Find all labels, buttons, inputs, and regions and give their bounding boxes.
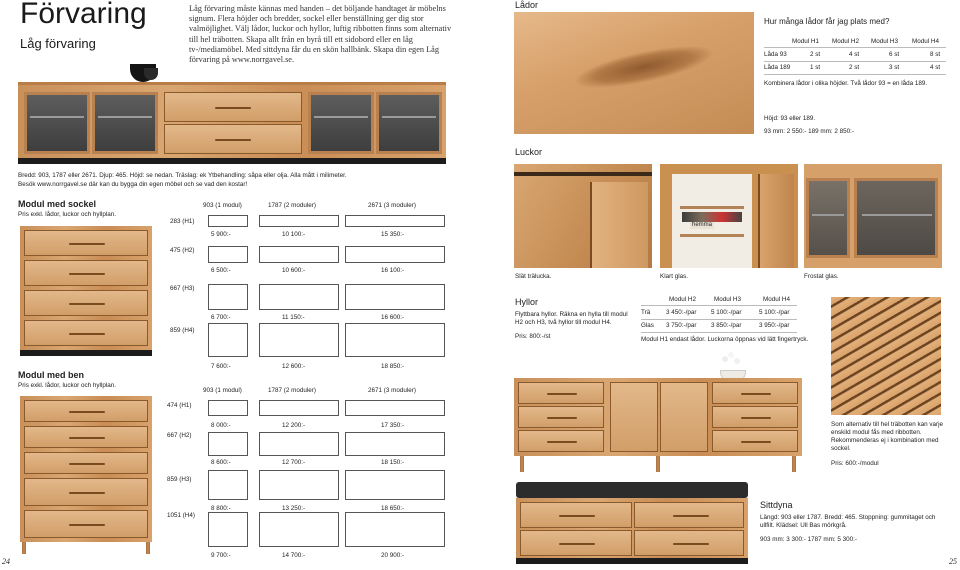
price: 11 150:- (282, 314, 305, 321)
sockel-title: Modul med sockel (18, 199, 97, 209)
price: 8 000:- (211, 422, 231, 429)
lador-value: 8 st (930, 51, 941, 58)
price: 5 900:- (211, 231, 231, 238)
module-diagram (259, 246, 339, 263)
hyllor-desc: Flyttbara hyllor. Räkna en hylla till modul H2 och H3, två hyllor till modul H4. (515, 311, 628, 326)
hyllor-col-3: Modul H4 (763, 296, 790, 303)
price: 12 600:- (282, 363, 306, 370)
hyllor-value: 5 100:-/par (711, 309, 742, 316)
ribbotten-photo (831, 297, 941, 415)
ben-row-height: 859 (H3) (167, 476, 192, 483)
lador-question: Hur många lådor får jag plats med? (764, 17, 890, 26)
hyllor-title: Hyllor (515, 297, 539, 307)
luckor-caption: Klart glas. (660, 273, 688, 280)
intro-text: Låg förvaring måste kännas med handen – det böljande handtaget är möbelns signum. Flera höjder och bredder, sockel eller benställning ger dig stor valmöjlighet. Välj lådor, luckor och hyllor, luftig ribbotten finns som alternativ till hel träbotten. Skapa allt från en byrå till ett sidobord eller en låg tv-/mediamöbel. Med sittdyna får du en skön hallbänk. Skapa din egen Låg förvaring på www.norrgavel.se. (189, 4, 452, 65)
lador-value: 4 st (849, 51, 860, 58)
sockel-col-2: 1787 (2 moduler) (268, 202, 316, 209)
hyllor-row-label: Glas (641, 322, 654, 329)
sockel-subtitle: Pris exkl. lådor, luckor och hyllplan. (18, 211, 116, 218)
page-number-left: 24 (2, 557, 10, 566)
page-subtitle: Låg förvaring (20, 36, 96, 51)
ben-row-height: 1051 (H4) (167, 512, 196, 519)
lador-col-1: Modul H1 (792, 38, 819, 45)
hyllor-row-label: Trä (641, 309, 651, 316)
book-label: hemma (692, 222, 713, 228)
price: 13 250:- (282, 505, 306, 512)
drawer-closeup-photo (514, 12, 754, 134)
price: 10 600:- (282, 267, 306, 274)
price: 16 600:- (381, 314, 405, 321)
hyllor-value: 3 950:-/par (759, 322, 790, 329)
module-diagram (345, 432, 445, 456)
ribbotten-price: Pris: 600:-/modul (831, 460, 879, 467)
price: 15 350:- (381, 231, 405, 238)
price: 18 650:- (381, 505, 405, 512)
module-diagram (208, 432, 248, 456)
sockel-col-3: 2671 (3 moduler) (368, 202, 416, 209)
hyllor-value: 3 750:-/par (666, 322, 697, 329)
price: 16 100:- (381, 267, 405, 274)
module-diagram (259, 400, 339, 416)
ribbotten-desc: Som alternativ till hel träbotten kan varje enskild modul fås med ribbotten. Rekommenderas ej i kombination med sockel. (831, 421, 944, 452)
lador-value: 6 st (889, 51, 900, 58)
lador-value: 2 st (810, 51, 821, 58)
price: 17 350:- (381, 422, 405, 429)
ben-subtitle: Pris exkl. lådor, luckor och hyllplan. (18, 382, 116, 389)
price: 9 700:- (211, 552, 231, 559)
module-diagram (345, 512, 445, 547)
ben-cabinet-photo (20, 396, 152, 554)
module-diagram (259, 284, 339, 310)
ben-col-1: 903 (1 modul) (203, 387, 242, 394)
hyllor-col-2: Modul H3 (714, 296, 741, 303)
module-diagram (208, 470, 248, 500)
ben-sideboard-photo (514, 378, 802, 472)
ben-row-height: 667 (H2) (167, 432, 192, 439)
ben-col-3: 2671 (3 moduler) (368, 387, 416, 394)
sockel-row-height: 283 (H1) (170, 218, 195, 225)
lador-row-label: Låda 189 (764, 64, 791, 71)
price: 6 700:- (211, 314, 231, 321)
price: 10 100:- (282, 231, 306, 238)
lador-row-label: Låda 93 (764, 51, 787, 58)
dimensions-text: Bredd: 903, 1787 eller 2671. Djup: 465. Höjd: se nedan. Träslag: ek Ytbehandling: såpa eller olja. Alla mått i milimeter. (18, 172, 347, 179)
sittdyna-desc: Längd: 903 eller 1787. Bredd: 465. Stoppning: gummitaget och ullfilt. Klädsel: Ull Bas mörkgrå. (760, 514, 936, 529)
module-diagram (259, 512, 339, 547)
lador-price: 93 mm: 2 550:- 189 mm: 2 850:- (764, 128, 854, 135)
hyllor-value: 3 850:-/par (711, 322, 742, 329)
lador-combine: Kombinera lådor i olika höjder. Två lådor 93 = en låda 189. (764, 80, 928, 87)
module-diagram (345, 246, 445, 263)
door-wood-photo (514, 164, 652, 268)
price: 18 150:- (381, 459, 405, 466)
sockel-cabinet-photo (20, 226, 152, 356)
door-clear-glass-photo (660, 164, 798, 268)
lador-col-3: Modul H3 (871, 38, 898, 45)
price: 8 600:- (211, 459, 231, 466)
module-diagram (345, 215, 445, 227)
ben-col-2: 1787 (2 moduler) (268, 387, 316, 394)
module-diagram (208, 284, 248, 310)
module-diagram (259, 215, 339, 227)
page-number-right: 25 (949, 557, 957, 566)
module-diagram (208, 246, 248, 263)
visit-text: Besök www.norrgavel.se där kan du bygga din egen möbel och se vad den kostar! (18, 181, 248, 188)
price: 8 800:- (211, 505, 231, 512)
module-diagram (345, 284, 445, 310)
lador-value: 1 st (810, 64, 821, 71)
lador-value: 3 st (889, 64, 900, 71)
sittdyna-price: 903 mm: 3 300:- 1787 mm: 5 300:- (760, 536, 857, 543)
module-diagram (208, 400, 248, 416)
door-frosted-glass-photo (804, 164, 942, 268)
sittdyna-bench-photo (514, 482, 750, 566)
sockel-col-1: 903 (1 modul) (203, 202, 242, 209)
price: 7 600:- (211, 363, 231, 370)
module-diagram (208, 215, 248, 227)
luckor-title: Luckor (515, 147, 543, 157)
lador-col-2: Modul H2 (832, 38, 859, 45)
lador-height: Höjd: 93 eller 189. (764, 115, 816, 122)
module-diagram (208, 323, 248, 357)
sockel-row-height: 667 (H3) (170, 285, 195, 292)
price: 14 700:- (282, 552, 306, 559)
sideboard-photo (18, 80, 446, 164)
price: 18 850:- (381, 363, 405, 370)
hyllor-note: Modul H1 endast lådor. Luckorna öppnas vid lätt fingertryck. (641, 336, 809, 343)
vase-photo (716, 348, 750, 382)
lador-value: 4 st (930, 64, 941, 71)
ben-title: Modul med ben (18, 370, 84, 380)
module-diagram (345, 470, 445, 500)
hyllor-value: 3 450:-/par (666, 309, 697, 316)
sockel-row-height: 475 (H2) (170, 247, 195, 254)
module-diagram (208, 512, 248, 547)
price: 20 900:- (381, 552, 405, 559)
module-diagram (259, 432, 339, 456)
module-diagram (259, 470, 339, 500)
price: 6 500:- (211, 267, 231, 274)
ben-row-height: 474 (H1) (167, 402, 192, 409)
module-diagram (345, 400, 445, 416)
hyllor-price: Pris: 800:-/st (515, 333, 551, 340)
module-diagram (345, 323, 445, 357)
price: 12 700:- (282, 459, 306, 466)
lador-title: Lådor (515, 0, 539, 10)
page-title: Förvaring (20, 0, 147, 30)
hyllor-value: 5 100:-/par (759, 309, 790, 316)
sockel-row-height: 859 (H4) (170, 327, 195, 334)
luckor-caption: Slät trälucka. (515, 273, 552, 280)
module-diagram (259, 323, 339, 357)
lador-col-4: Modul H4 (912, 38, 939, 45)
hyllor-col-1: Modul H2 (669, 296, 696, 303)
lador-value: 2 st (849, 64, 860, 71)
luckor-caption: Frostat glas. (804, 273, 839, 280)
sittdyna-title: Sittdyna (760, 500, 793, 510)
price: 12 200:- (282, 422, 306, 429)
